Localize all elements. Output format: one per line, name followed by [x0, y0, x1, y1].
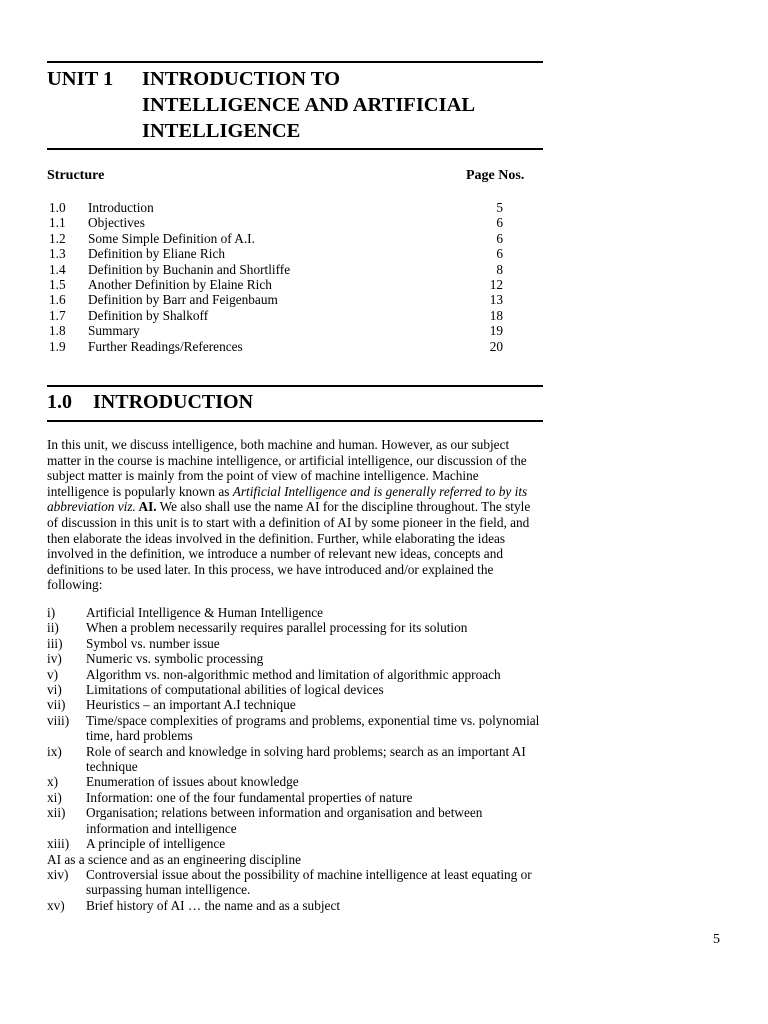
list-item-text: When a problem necessarily requires parallel processing for its solution — [86, 620, 468, 636]
toc-title: Definition by Shalkoff — [88, 307, 209, 323]
toc-number: 1.9 — [49, 338, 66, 354]
toc-title: Further Readings/References — [88, 338, 243, 354]
page-nos-heading: Page Nos. — [466, 168, 525, 183]
toc-page-number: 8 — [496, 261, 503, 277]
toc-title: Summary — [88, 323, 140, 339]
toc-page-number: 6 — [496, 215, 503, 231]
toc-number: 1.0 — [49, 200, 66, 215]
list-marker: vi) — [47, 682, 62, 698]
list-item-text: Organisation; relations between information and organisation and between information and intelligence — [86, 805, 483, 836]
list-item-text: Heuristics – an important A.I technique — [86, 697, 296, 713]
list-marker: iii) — [47, 635, 63, 651]
list-item-text: Information: one of the four fundamental properties of nature — [86, 789, 413, 805]
list-marker: i) — [47, 605, 56, 620]
section-number: 1.0 — [47, 391, 72, 413]
list-item-text: Artificial Intelligence & Human Intelligence — [86, 605, 324, 620]
list-item — [47, 651, 543, 666]
toc-page-number: 5 — [496, 200, 503, 215]
list-item — [47, 744, 543, 775]
toc-number: 1.4 — [49, 261, 66, 277]
toc-title: Definition by Buchanin and Shortliffe — [88, 261, 291, 277]
list-item-text: Enumeration of issues about knowledge — [86, 774, 299, 790]
list-marker: xv) — [47, 897, 65, 913]
toc-number: 1.6 — [49, 292, 66, 308]
topic-list — [47, 605, 543, 913]
unit-title-line: INTELLIGENCE — [142, 120, 301, 142]
list-item — [47, 836, 543, 851]
list-item — [47, 697, 543, 712]
list-item — [47, 605, 543, 620]
list-marker: ii) — [47, 620, 59, 636]
list-item — [47, 867, 543, 898]
section-heading — [47, 391, 253, 414]
section-bottom-rule — [47, 420, 543, 422]
unit-label: UNIT 1 — [47, 68, 114, 90]
list-marker: v) — [47, 666, 59, 682]
list-item-text: Limitations of computational abilities of logical devices — [86, 682, 384, 698]
toc-title: Some Simple Definition of A.I. — [88, 230, 255, 246]
toc-title: Another Definition by Elaine Rich — [88, 276, 272, 292]
toc-number: 1.1 — [49, 215, 66, 231]
toc-page-number: 6 — [496, 230, 503, 246]
list-item — [47, 774, 543, 789]
toc-number: 1.3 — [49, 246, 66, 262]
toc-number: 1.5 — [49, 276, 66, 292]
list-item-text: AI as a science and as an engineering discipline — [47, 851, 302, 867]
toc-number: 1.2 — [49, 230, 66, 246]
list-marker: vii) — [47, 697, 66, 713]
toc-number: 1.7 — [49, 307, 66, 323]
intro-paragraph — [47, 437, 543, 593]
toc-row — [47, 200, 507, 215]
toc-row — [47, 277, 507, 292]
list-marker: xii) — [47, 805, 66, 821]
toc-page-number: 6 — [496, 246, 503, 262]
toc-title: Objectives — [88, 215, 145, 231]
paragraph-bold-text: AI. — [135, 499, 157, 515]
list-item-text: A principle of intelligence — [86, 836, 226, 852]
list-marker: xiii) — [47, 836, 70, 852]
list-item — [47, 713, 543, 744]
list-item — [47, 805, 543, 836]
toc-page-number: 19 — [489, 323, 503, 339]
section-top-rule — [47, 385, 543, 387]
toc-page-number: 20 — [489, 338, 503, 354]
toc-row — [47, 292, 507, 307]
list-marker: xi) — [47, 789, 62, 805]
toc-row — [47, 231, 507, 246]
list-item-text: Brief history of AI … the name and as a subject — [86, 897, 341, 913]
unit-title-line: INTELLIGENCE AND ARTIFICIAL — [142, 94, 476, 116]
list-item-text: Numeric vs. symbolic processing — [86, 651, 264, 667]
table-of-contents — [47, 200, 507, 354]
list-item-text: Role of search and knowledge in solving hard problems; search as an important AI technique — [86, 743, 526, 775]
list-marker: xiv) — [47, 866, 69, 882]
list-item — [47, 852, 543, 867]
paragraph-italic-text: Artificial Intelligence and is generally referred to by its abbreviation viz. — [47, 483, 528, 515]
paragraph-text: We also shall use the name AI for the discipline throughout. The style of discussion in this unit is to start with a definition of AI by some pioneer in the field, and then elaborate the ideas involved in the definition. Further, while elaborating the ideas involved in the definition, we introduce a number of relevant new ideas, concepts and definitions to be used later. In this process, we have introduced and/or explained the following: — [47, 499, 531, 593]
unit-title — [142, 66, 562, 144]
section-title: INTRODUCTION — [93, 391, 254, 413]
toc-row — [47, 262, 507, 277]
list-item-text: Algorithm vs. non-algorithmic method and limitation of algorithmic approach — [86, 666, 501, 682]
list-marker: iv) — [47, 651, 62, 667]
list-item-text: Symbol vs. number issue — [86, 635, 220, 651]
toc-row — [47, 215, 507, 230]
list-item — [47, 898, 543, 913]
toc-page-number: 18 — [489, 307, 503, 323]
page-number: 5 — [713, 932, 720, 947]
toc-page-number: 12 — [489, 276, 503, 292]
unit-title-line: INTRODUCTION TO — [142, 68, 341, 90]
toc-title: Introduction — [88, 200, 154, 215]
list-item — [47, 682, 543, 697]
paragraph-text: In this unit, we discuss intelligence, both machine and human. However, as our subject matter in the course is machine intelligence, or artificial intelligence, our discussion of the subject matter is mainly from the point of view of machine intelligence. Machine intelligence is popularly known as — [47, 437, 527, 499]
title-bottom-rule — [47, 148, 543, 150]
list-marker: ix) — [47, 743, 62, 759]
list-item — [47, 636, 543, 651]
list-marker: viii) — [47, 712, 70, 728]
list-item-text: Controversial issue about the possibility of machine intelligence at least equating or surpassing human intelligence. — [86, 866, 532, 898]
toc-title: Definition by Barr and Feigenbaum — [88, 292, 278, 308]
toc-row — [47, 308, 507, 323]
toc-number: 1.8 — [49, 323, 66, 339]
structure-heading: Structure — [47, 168, 105, 183]
list-item — [47, 620, 543, 635]
top-rule — [47, 61, 543, 63]
toc-page-number: 13 — [489, 292, 503, 308]
toc-title: Definition by Eliane Rich — [88, 246, 226, 262]
toc-row — [47, 323, 507, 338]
toc-row — [47, 246, 507, 261]
list-item — [47, 790, 543, 805]
list-item-text: Time/space complexities of programs and problems, exponential time vs. polynomial time, hard problems — [86, 712, 540, 744]
list-marker: x) — [47, 774, 59, 790]
list-item — [47, 667, 543, 682]
toc-row — [47, 339, 507, 354]
